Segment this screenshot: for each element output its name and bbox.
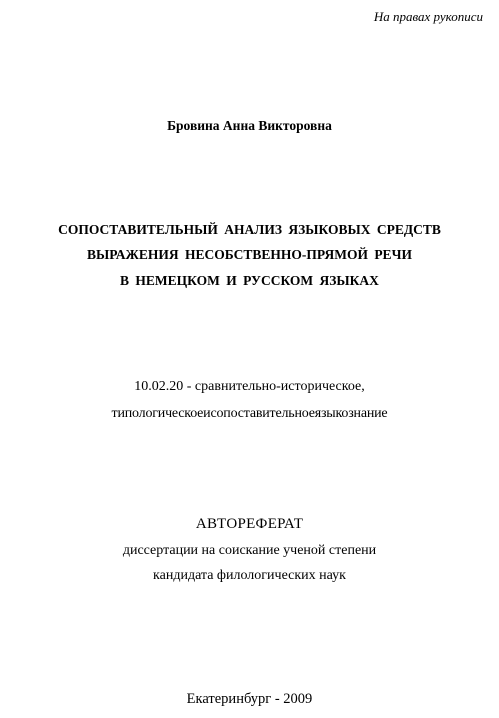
city-year: Екатеринбург - 2009 — [186, 691, 313, 707]
title-line-2: ВЫРАЖЕНИЯ НЕСОБСТВЕННО-ПРЯМОЙ РЕЧИ — [87, 247, 412, 262]
degree-line-1: диссертации на соискание ученой степени — [122, 543, 377, 558]
specialty-line-1: 10.02.20 - сравнительно-историческое, — [134, 379, 365, 394]
rights-note: На правах рукописи — [373, 9, 483, 24]
document-type-label: АВТОРЕФЕРАТ — [195, 516, 304, 532]
degree-line-2: кандидата филологических наук — [153, 568, 346, 583]
title-line-3: В НЕМЕЦКОМ И РУССКОМ ЯЗЫКАХ — [120, 273, 379, 288]
title-line-1: СОПОСТАВИТЕЛЬНЫЙ АНАЛИЗ ЯЗЫКОВЫХ СРЕДСТВ — [58, 222, 441, 237]
specialty-line-2: типологическоеисопоставительноеязыкознание — [111, 406, 388, 421]
author-name: Бровина Анна Викторовна — [167, 118, 332, 133]
